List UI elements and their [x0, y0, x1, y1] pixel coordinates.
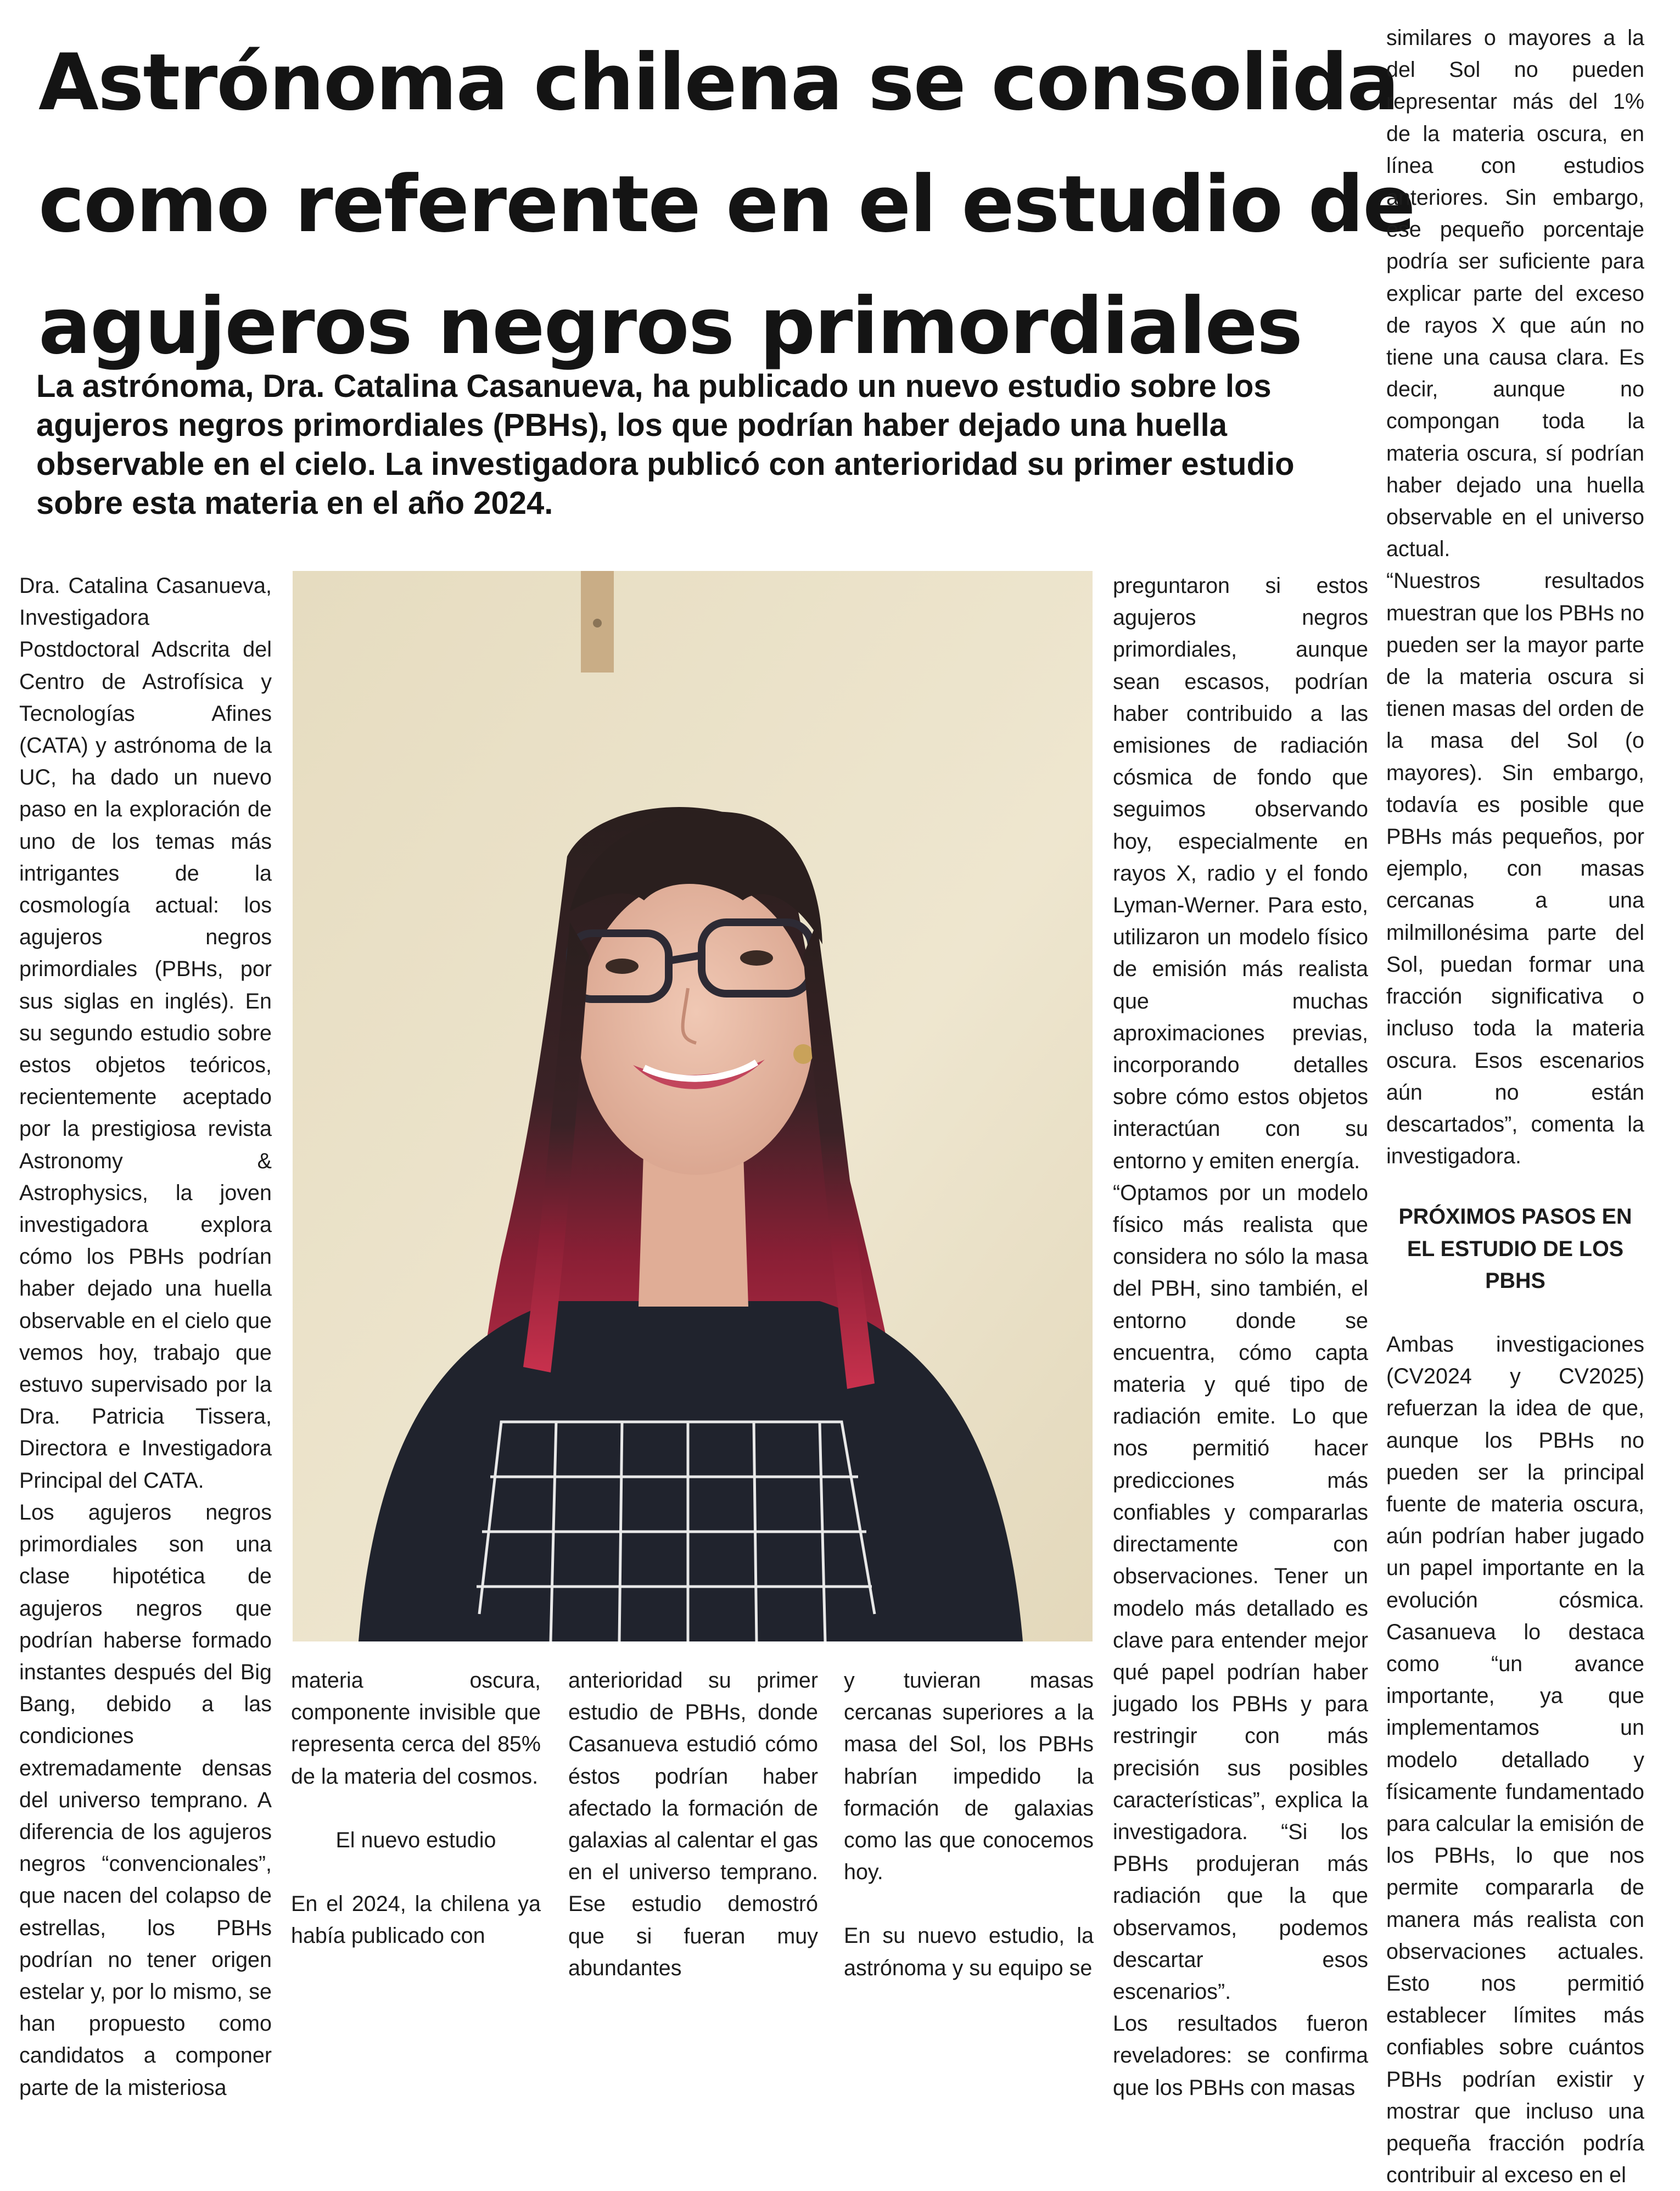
paragraph: En el 2024, la chilena ya había publicado con	[291, 1892, 541, 1948]
paragraph: Los agujeros negros primordiales son una clase hipotética de agujeros negros que podrían haberse formado instantes después del Big Bang, debido a las condiciones extremadamente densas del universo temprano. A diferencia de los agujeros negros “convencionales”, que nacen del colapso de estrellas, los PBHs podrían no tener origen estelar y, por lo mismo, se han propuesto como candidatos a componer parte de la misteriosa	[19, 1500, 272, 2100]
paragraph: “Nuestros resultados muestran que los PBHs no pueden ser la mayor parte de la materia oscura si tienen masas del orden de la masa del Sol (o mayores). Sin embargo, todavía es posible que PBHs más pequeños, por ejemplo, con masas cercanas a una milmillonésima parte del Sol, puedan formar una fracción significativa o incluso toda la materia oscura. Esos escenarios aún no están descartados”, comenta la investigadora.	[1386, 569, 1644, 1169]
headline-line-3: agujeros negros primordiales	[38, 281, 1302, 372]
paragraph: En su nuevo estudio, la astrónoma y su equipo se	[844, 1924, 1094, 1980]
paragraph: anterioridad su primer estudio de PBHs, donde Casanueva estudió cómo éstos podrían haber afectado la formación de galaxias al calentar el gas en el universo temprano. Ese estudio demostró que si fueran muy abundantes	[568, 1668, 818, 1980]
paragraph: Ambas investigaciones (CV2024 y CV2025) refuerzan la idea de que, aunque los PBHs no pueden ser la principal fuente de materia oscura, aún podrían haber jugado un papel importante en la evolución cósmica. Casanueva lo destaca como “un avance importante, ya que implementamos un modelo detallado y físicamente fundamentado para calcular la emisión de los PBHs, lo que nos permite compararla de manera más realista con observaciones actuales. Esto nos permitió establecer límites más confiables sobre cuántos PBHs podrían existir y mostrar que incluso una pequeña fracción podría contribuir al exceso en el	[1386, 1332, 1644, 2188]
article-deck: La astrónoma, Dra. Catalina Casanueva, ha publicado un nuevo estudio sobre los agujeros negros primordiales (PBHs), los que podrían haber dejado una huella observable en el cielo. La investigadora publicó con anterioridad su primer estudio sobre esta materia en el año 2024.	[36, 368, 1295, 521]
section-heading: PRÓXIMOS PASOS EN EL ESTUDIO DE LOS PBHS	[1398, 1204, 1632, 1293]
paragraph: Los resultados fueron reveladores: se confirma que los PBHs con masas	[1113, 2011, 1368, 2100]
body-column-6	[1386, 22, 1644, 2191]
paragraph: Dra. Catalina Casanueva, Investigadora Postdoctoral Adscrita del Centro de Astrofísica y Tecnologías Afines (CATA) y astrónoma de la UC, ha dado un nuevo paso en la exploración de uno de los temas más intrigantes de la cosmología actual: los agujeros negros primordiales (PBHs, por sus siglas en inglés). En su segundo estudio sobre estos objetos teóricos, recientemente aceptado por la prestigiosa revista Astronomy & Astrophysics, la joven investigadora explora cómo los PBHs podrían haber dejado una huella observable en el cielo que vemos hoy, trabajo que estuvo supervisado por la Dra. Patricia Tissera, Directora e Investigadora Principal del CATA.	[19, 574, 272, 1493]
body-column-4	[844, 1665, 1094, 1984]
paragraph: similares o mayores a la del Sol no pueden representar más del 1% de la materia oscura, en línea con estudios anteriores. Sin embargo, ese pequeño porcentaje podría ser suficiente para explicar parte del exceso de rayos X que aún no tiene una causa clara. Es decir, aunque no compongan toda la materia oscura, sí podrían haber dejado una huella observable en el universo actual.	[1386, 26, 1644, 562]
body-column-3	[568, 1665, 818, 1984]
paragraph: y tuvieran masas cercanas superiores a la masa del Sol, los PBHs habrían impedido la formación de galaxias como las que conocemos hoy.	[844, 1668, 1094, 1885]
paragraph: preguntaron si estos agujeros negros primordiales, aunque sean escasos, podrían haber contribuido a las emisiones de radiación cósmica de fondo que seguimos observando hoy, especialmente en rayos X, radio y el fondo Lyman-Werner. Para esto, utilizaron un modelo físico de emisión más realista que muchas aproximaciones previas, incorporando detalles sobre cómo estos objetos interactúan con su entorno y emiten energía.	[1113, 574, 1368, 1173]
subheading: El nuevo estudio	[335, 1828, 496, 1852]
body-column-2	[291, 1665, 541, 1952]
body-column-5	[1113, 570, 1368, 2104]
headline	[38, 22, 1415, 388]
headline-line-2: como referente en el estudio de	[38, 159, 1415, 250]
paragraph: “Optamos por un modelo físico más realista que considera no sólo la masa del PBH, sino también, el entorno donde se encuentra, cómo capta materia y qué tipo de radiación emite. Lo que nos permitió hacer predicciones más confiables y compararlas directamente con observaciones. Tener un modelo más detallado es clave para entender mejor qué papel podrían haber jugado los PBHs y para restringir con más precisión sus posibles características”, explica la investigadora. “Si los PBHs produjeran más radiación que la que observamos, podemos descartar esos escenarios”.	[1113, 1180, 1368, 2004]
headline-line-1: Astrónoma chilena se consolida	[38, 37, 1399, 128]
paragraph: materia oscura, componente invisible que representa cerca del 85% de la materia del cosmos.	[291, 1668, 541, 1789]
portrait-photo	[293, 571, 1093, 1641]
body-column-1	[19, 570, 272, 2104]
